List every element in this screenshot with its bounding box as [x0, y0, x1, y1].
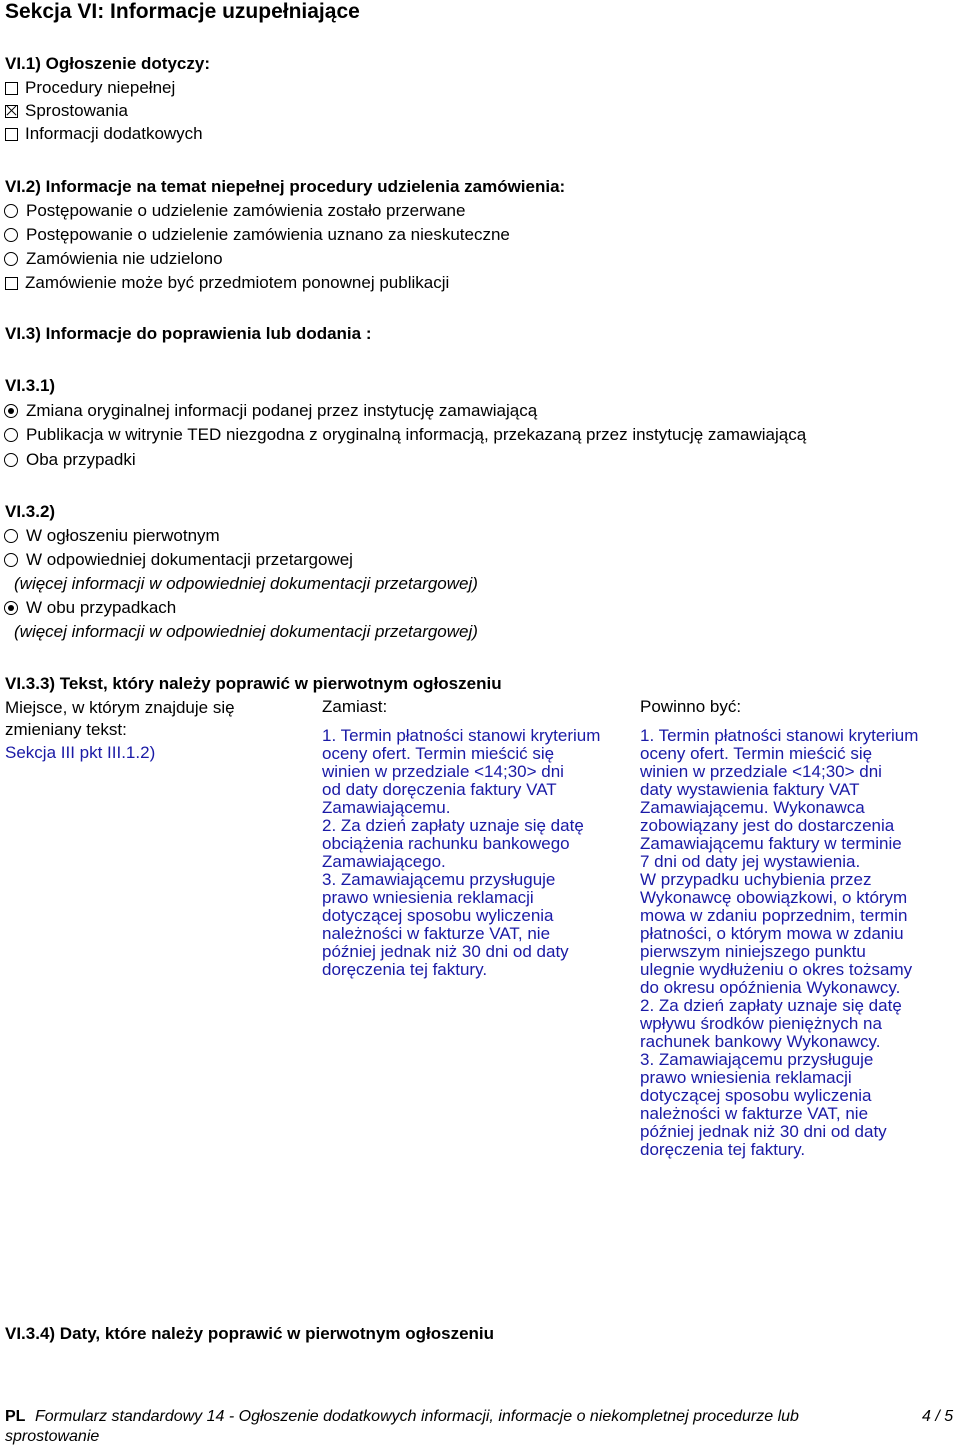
vi1-heading: VI.1) Ogłoszenie dotyczy:: [5, 54, 210, 73]
vi2-checkbox-label: Zamówienie może być przedmiotem ponownej publikacji: [25, 273, 450, 292]
section-title: Sekcja VI: Informacje uzupełniające: [5, 0, 360, 23]
footer-form-name: Formularz standardowy 14 - Ogłoszenie dodatkowych informacji, informacje o niekompletnej procedurze lub: [35, 1408, 799, 1425]
vi32-radio-dokumentacja: [2, 550, 353, 570]
vi31-radio-zmiana: [2, 401, 537, 421]
vi31-radio-label: Publikacja w witrynie TED niezgodna z oryginalną informacją, przekazaną przez instytucję zamawiającą: [26, 425, 807, 444]
vi3-heading: VI.3) Informacje do poprawienia lub dodania :: [5, 324, 372, 343]
vi32-radio-label: W odpowiedniej dokumentacji przetargowej: [26, 550, 353, 569]
vi33-instead-label: Zamiast:: [322, 697, 388, 716]
vi1-option-informacji: [3, 124, 203, 144]
vi31-radio-ted: [2, 425, 806, 445]
vi2-radio-nieskuteczne: [2, 225, 510, 245]
vi1-option-sprostowania: [3, 101, 128, 121]
vi33-should-text: 1. Termin płatności stanowi kryterium oceny ofert. Termin mieścić się winien w przedziale <14;30> dni daty wystawienia faktury VAT Zamawiającemu. Wykonawca zobowiązany jest do dostarczenia Zamawiającemu faktury w terminie 7 dni od daty jej wystawienia. W przypadku uchybienia przez Wykonawcę obowiązkowi, o którym mowa w zdaniu poprzednim, termin płatności, o którym mowa w zdaniu pierwszym niniejszego punktu ulegnie wydłużeniu o okres tożsamy do okresu opóźnienia Wykonawcy. 2. Za dzień zapłaty uznaje się datę wpływu środków pieniężnych na rachunek bankowy Wykonawcy. 3. Zamawiającemu przysługuje prawo wniesienia reklamacji dotyczącej sposobu wyliczenia należności w fakturze VAT, nie później jednak niż 30 dni od daty doręczenia tej faktury.: [640, 726, 919, 1159]
footer-form-name-cont: sprostowanie: [5, 1428, 100, 1445]
vi2-radio-label: Zamówienia nie udzielono: [26, 249, 223, 268]
vi1-option-label: Informacji dodatkowych: [25, 124, 203, 143]
vi2-radio-label: Postępowanie o udzielenie zamówienia zostało przerwane: [26, 201, 466, 220]
radio-unselected-icon: [4, 228, 18, 242]
vi31-radio-label: Zmiana oryginalnej informacji podanej przez instytucję zamawiającą: [26, 401, 538, 420]
vi32-radio-obu: [2, 598, 176, 618]
vi33-place-label: Miejsce, w którym znajduje się zmieniany tekst:: [5, 698, 235, 739]
vi2-radio-label: Postępowanie o udzielenie zamówienia uznano za nieskuteczne: [26, 225, 510, 244]
radio-unselected-icon: [4, 529, 18, 543]
checkbox-unchecked-icon: [5, 128, 18, 141]
vi32-radio-label: W ogłoszeniu pierwotnym: [26, 526, 220, 545]
radio-selected-icon: [4, 601, 18, 615]
vi32-radio-pierwotne: [2, 526, 220, 546]
vi31-radio-oba: [2, 450, 136, 470]
vi32-radio-label: W obu przypadkach: [26, 598, 177, 617]
vi2-radio-nie-udzielono: [2, 249, 223, 269]
vi1-option-label: Procedury niepełnej: [25, 78, 176, 97]
radio-unselected-icon: [4, 204, 18, 218]
radio-unselected-icon: [4, 453, 18, 467]
vi2-heading: VI.2) Informacje na temat niepełnej procedury udzielenia zamówienia:: [5, 177, 566, 196]
radio-unselected-icon: [4, 553, 18, 567]
vi32-note: (więcej informacji w odpowiedniej dokumentacji przetargowej): [14, 574, 478, 593]
vi33-heading: VI.3.3) Tekst, który należy poprawić w pierwotnym ogłoszeniu: [5, 674, 502, 693]
checkbox-checked-icon: [5, 105, 18, 118]
vi33-instead-text: 1. Termin płatności stanowi kryterium oceny ofert. Termin mieścić się winien w przedziale <14;30> dni od daty doręczenia faktury VAT Zamawiającemu. 2. Za dzień zapłaty uznaje się datę obciążenia rachunku bankowego Zamawiającego. 3. Zamawiającemu przysługuje prawo wniesienia reklamacji dotyczącej sposobu wyliczenia należności w fakturze VAT, nie później jednak niż 30 dni od daty doręczenia tej faktury.: [322, 726, 601, 979]
radio-unselected-icon: [4, 428, 18, 442]
vi31-radio-label: Oba przypadki: [26, 450, 136, 469]
vi32-heading: VI.3.2): [5, 502, 56, 521]
vi31-heading: VI.3.1): [5, 376, 56, 395]
vi34-heading: VI.3.4) Daty, które należy poprawić w pierwotnym ogłoszeniu: [5, 1324, 495, 1343]
radio-unselected-icon: [4, 252, 18, 266]
footer-lang: PL: [5, 1408, 26, 1425]
footer-page-number: 4 / 5: [922, 1408, 954, 1425]
checkbox-unchecked-icon: [5, 82, 18, 95]
vi2-radio-przerwane: [2, 201, 465, 221]
vi33-place-value: Sekcja III pkt III.1.2): [5, 743, 156, 762]
checkbox-unchecked-icon: [5, 277, 18, 290]
vi33-should-label: Powinno być:: [640, 697, 742, 716]
vi32-note: (więcej informacji w odpowiedniej dokumentacji przetargowej): [14, 622, 478, 641]
radio-selected-icon: [4, 404, 18, 418]
vi2-checkbox-ponowna-publikacja: [3, 273, 449, 293]
vi1-option-procedury: [3, 78, 175, 98]
vi1-option-label: Sprostowania: [25, 101, 129, 120]
